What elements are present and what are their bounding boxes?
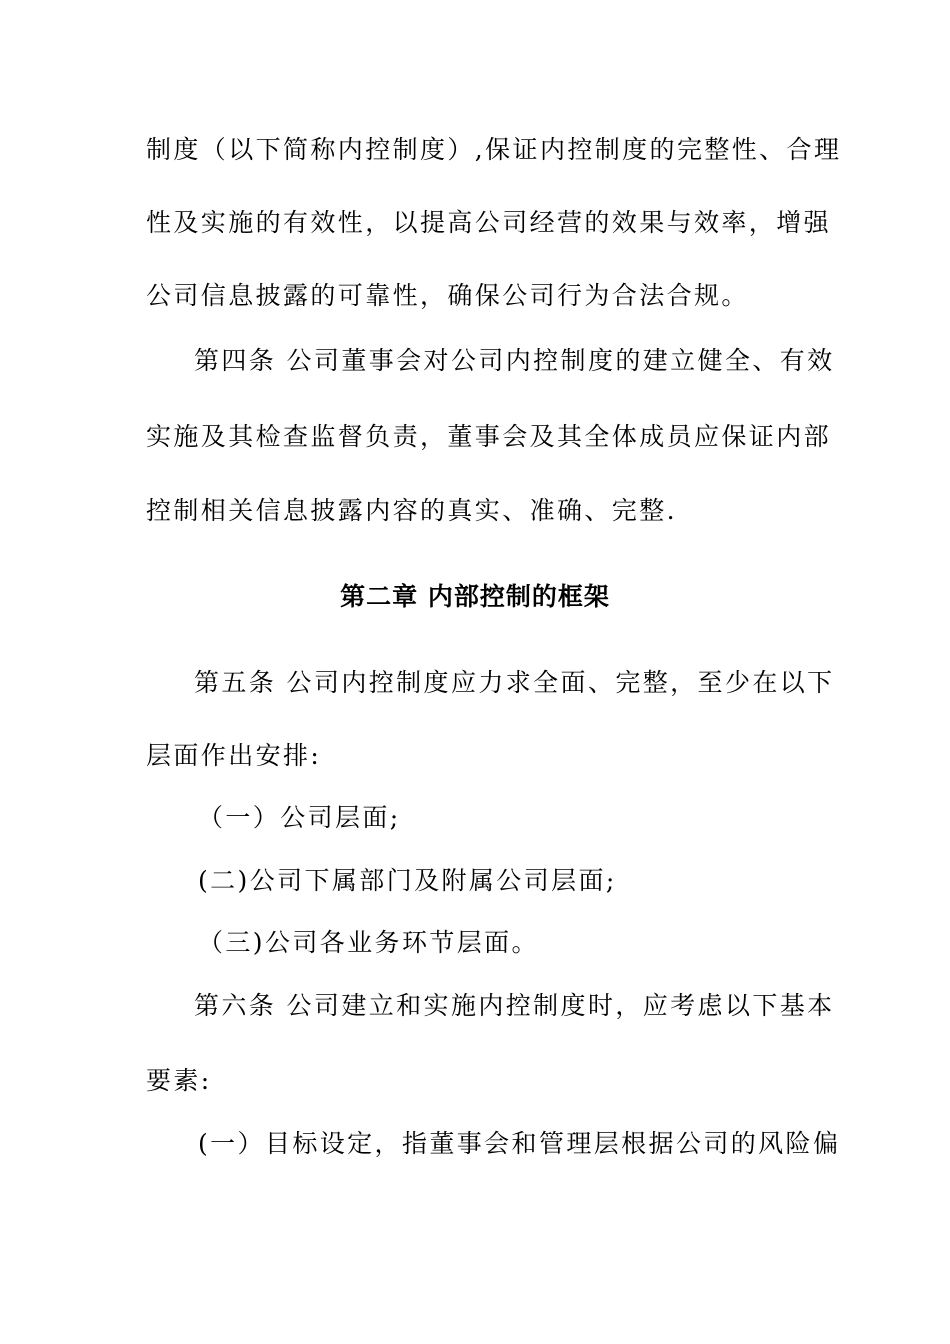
paragraph-line: 性及实施的有效性，以提高公司经营的效果与效率，增强: [146, 208, 832, 237]
article-4-line: 控制相关信息披露内容的真实、准确、完整.: [146, 496, 677, 525]
paragraph-line: 制度（以下简称内控制度）,保证内控制度的完整性、合理: [146, 135, 842, 164]
list-item: （一）公司层面;: [198, 803, 401, 832]
article-5-line: 层面作出安排:: [146, 741, 322, 770]
article-4-line: 实施及其检查监督负责，董事会及其全体成员应保证内部: [146, 422, 832, 451]
list-item: (一）目标设定，指董事会和管理层根据公司的风险偏: [198, 1129, 841, 1158]
article-5-line: 第五条 公司内控制度应力求全面、完整，至少在以下: [194, 668, 835, 697]
chapter-heading: 第二章 内部控制的框架: [340, 582, 610, 611]
list-item: （三)公司各业务环节层面。: [198, 928, 539, 957]
article-6-line: 第六条 公司建立和实施内控制度时，应考虑以下基本: [194, 991, 835, 1020]
article-4-line: 第四条 公司董事会对公司内控制度的建立健全、有效: [194, 346, 835, 375]
list-item: (二)公司下属部门及附属公司层面;: [198, 866, 617, 895]
paragraph-line: 公司信息披露的可靠性，确保公司行为合法合规。: [146, 281, 749, 310]
article-6-line: 要素:: [146, 1066, 212, 1095]
